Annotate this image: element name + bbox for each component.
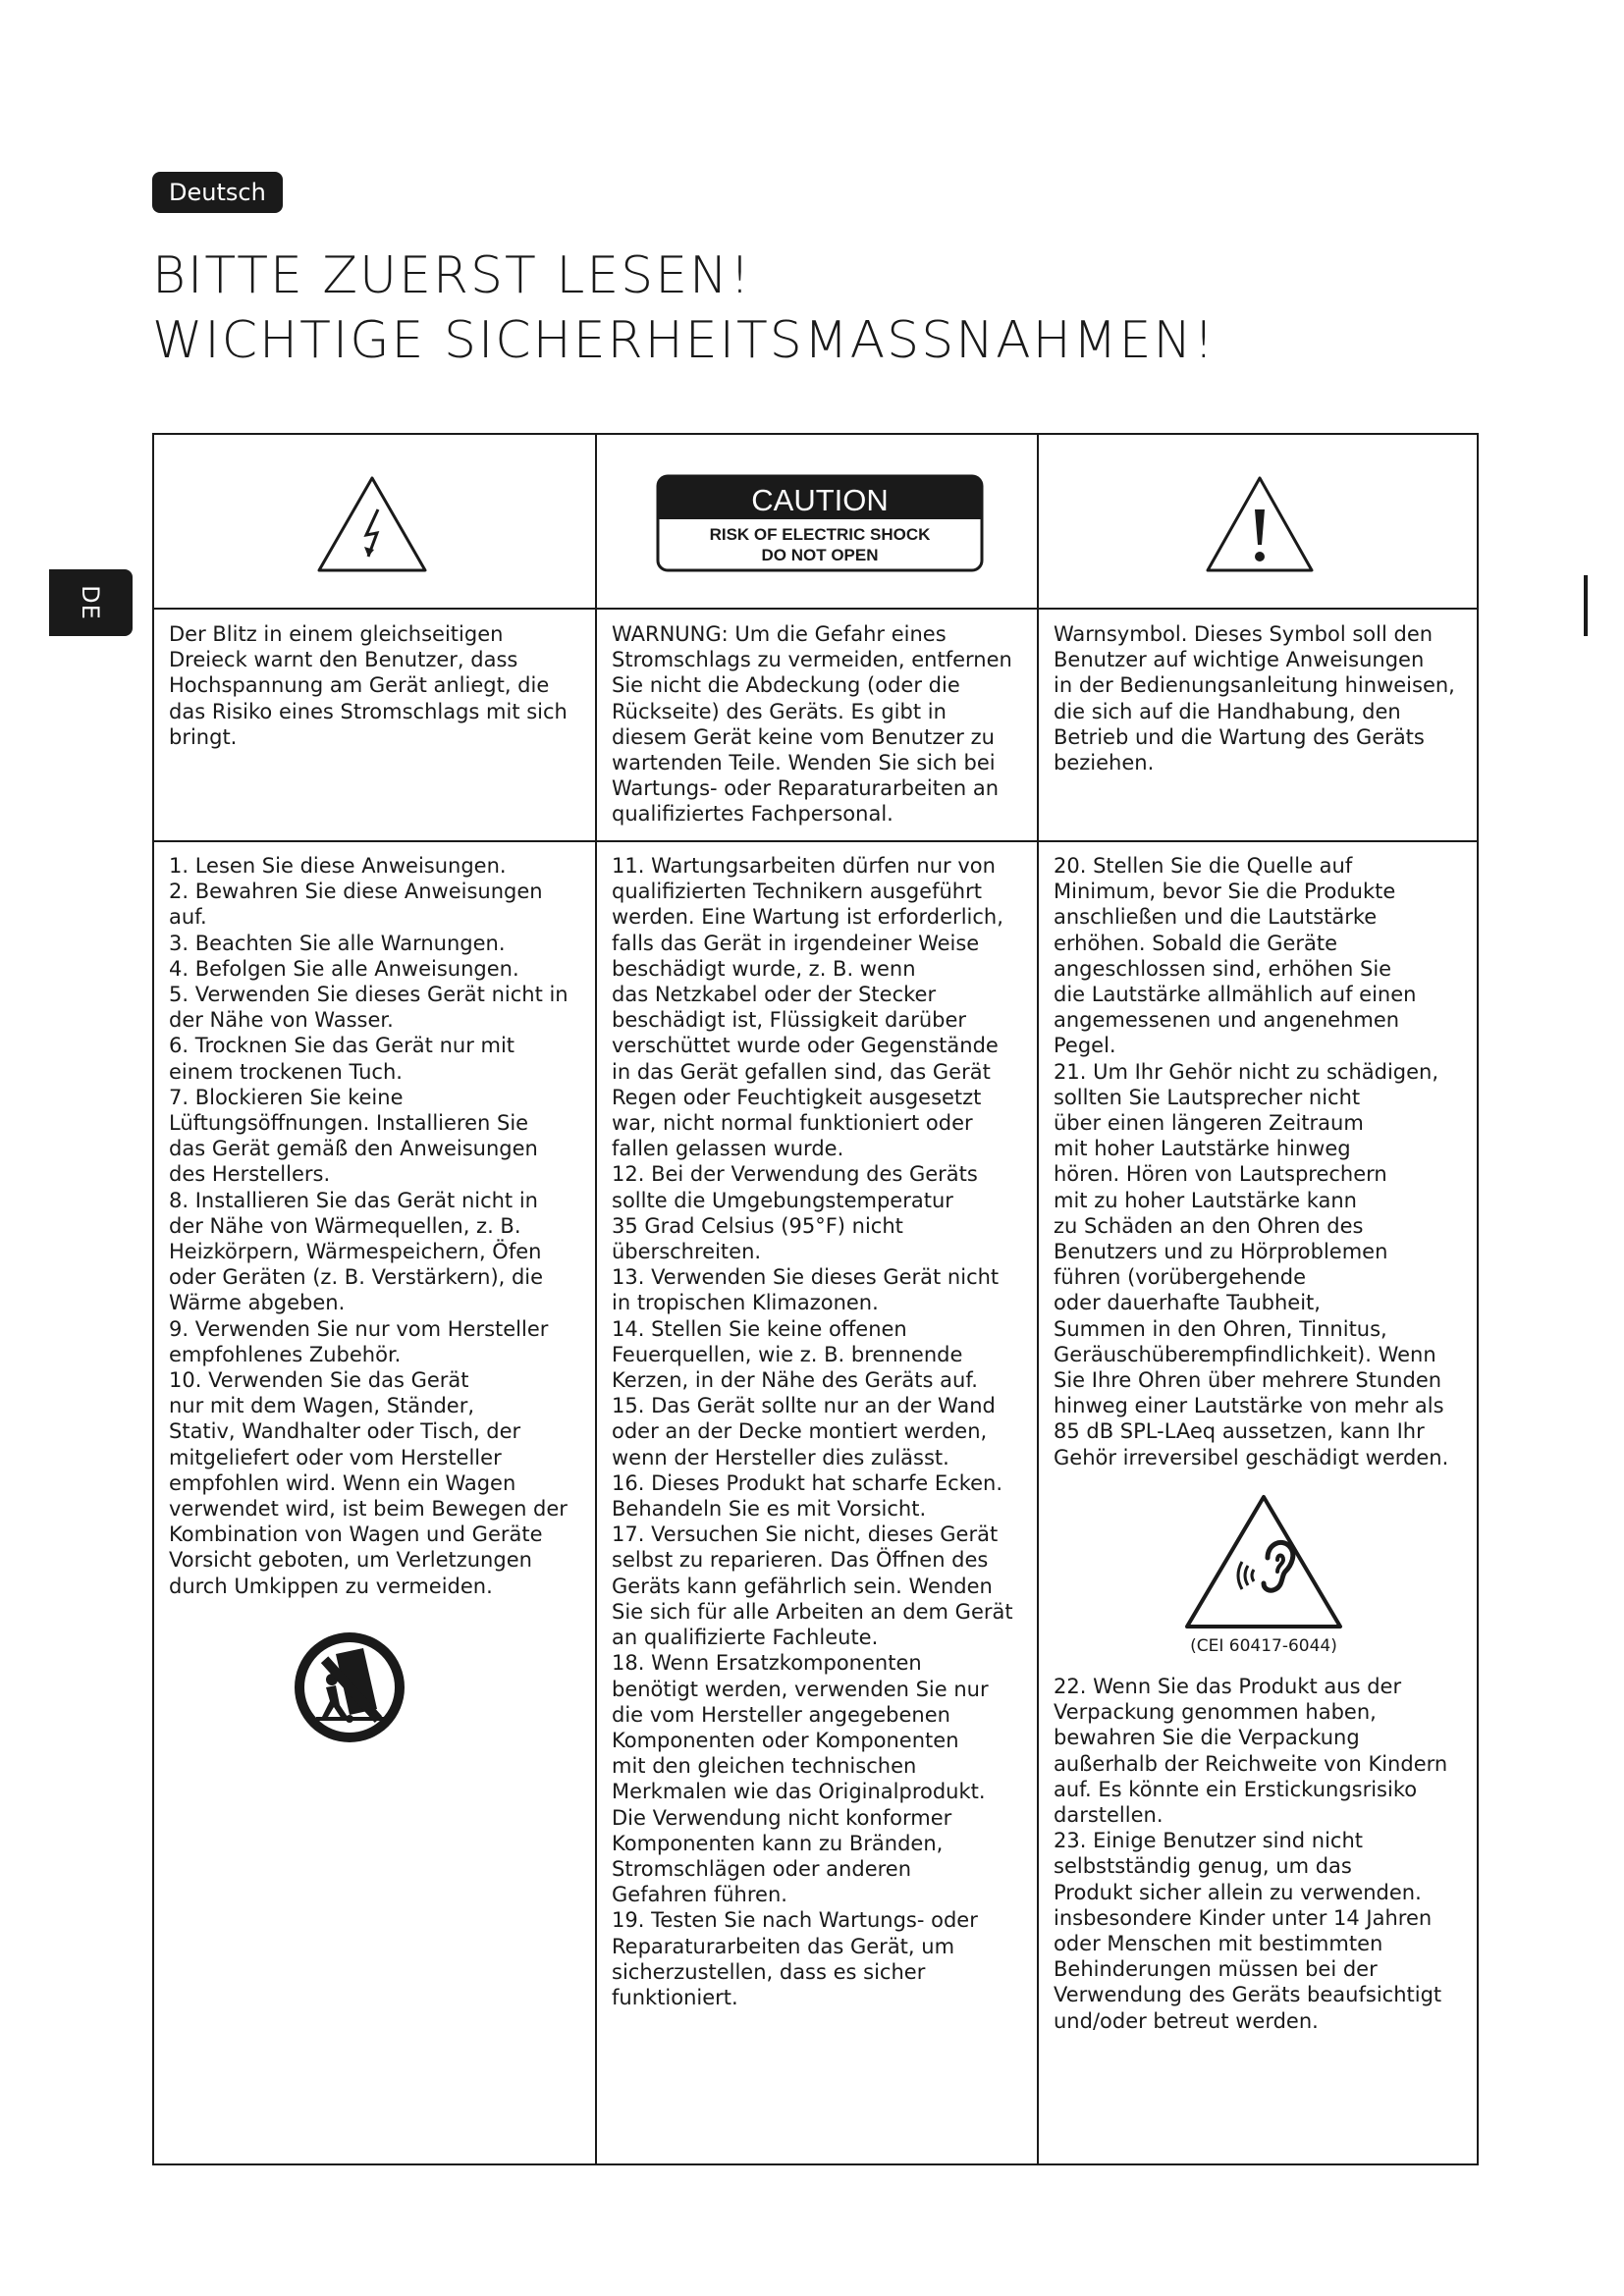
cart-tip-over-icon: [291, 1629, 408, 1746]
title-line-2: WICHTIGE SICHERHEITSMASSNAHMEN!: [152, 311, 1217, 370]
edge-marker: [1584, 575, 1588, 636]
instructions-column-1: 1. Lesen Sie diese Anweisungen. 2. Bewahren Sie diese Anweisungen auf. 3. Beachten Sie alle Warnungen. 4. Befolgen Sie alle Anweisungen. 5. Verwenden Sie dieses Gerät nicht in der Nähe von Wasser. 6. Trocknen Sie das Gerät nur mit einem trockenen Tuch. 7. Blockieren Sie keine Lüftungsöffnungen. Installieren Sie das Gerät gemäß den Anweisungen des Herstellers. 8. Installieren Sie das Gerät nicht in der Nähe von Wärmequellen, z. B. Heizkörpern, Wärmespeichern, Öfen oder Geräten (z. B. Verstärkern), die Wärme abgeben. 9. Verwenden Sie nur vom Hersteller empfohlenes Zubehör. 10. Verwenden Sie das Gerät nur mit dem Wagen, Ständer, Stativ, Wandhalter oder Tisch, der mitgeliefert oder vom Hersteller empfohlen wird. Wenn ein Wagen verwendet wird, ist beim Bewegen der Kombination von Wagen und Geräte Vorsicht geboten, um Verletzungen durch Umkippen zu vermeiden.: [169, 854, 568, 1598]
instructions-column-2: 11. Wartungsarbeiten dürfen nur von qualifizierten Technikern ausgeführt werden. Eine Wartung ist erforderlich, falls das Gerät in irgendeiner Weise beschädigt wurde, z. B. wenn das Netzkabel oder der Stecker beschädigt ist, Flüssigkeit darüber verschüttet wurde oder Gegenstände in das Gerät gefallen sind, das Gerät Regen oder Feuchtigkeit ausgesetzt war, nicht normal funktioniert oder fallen gelassen wurde. 12. Bei der Verwendung des Geräts sollte die Umgebungstemperatur 35 Grad Celsius (95°F) nicht überschreiten. 13. Verwenden Sie dieses Gerät nicht in tropischen Klimazonen. 14. Stellen Sie keine offenen Feuerquellen, wie z. B. brennende Kerzen, in der Nähe des Geräts auf. 15. Das Gerät sollte nur an der Wand oder an der Decke montiert werden, wenn der Hersteller dies zulässt. 16. Dieses Produkt hat scharfe Ecken. Behandeln Sie es mit Vorsicht. 17. Versuchen Sie nicht, dieses Gerät selbst zu reparieren. Das Öffnen des Geräts kann gefährlich sein. Wenden Sie sich für alle Arbeiten an dem Gerät an qualifizierte Fachleute. 18. Wenn Ersatzkomponenten benötigt werden, verwenden Sie nur die vom Hersteller angegebenen Komponenten oder Komponenten mit den gleichen technischen Merkmalen wie das Originalprodukt. Die Verwendung nicht konformer Komponenten kann zu Bränden, Stromschlägen oder anderen Gefahren führen. 19. Testen Sie nach Wartungs- oder Reparaturarbeiten das Gerät, um sicherzustellen, dass es sicher funktioniert.: [612, 854, 1013, 2009]
language-side-tab: [49, 569, 133, 636]
caution-label-icon: [656, 474, 984, 572]
caution-line-2: DO NOT OPEN: [761, 546, 879, 564]
column-divider: [595, 435, 597, 2163]
instructions-column-3-bottom: 22. Wenn Sie das Produkt aus der Verpackung genommen haben, bewahren Sie die Verpackung außerhalb der Reichweite von Kindern auf. Es könnte ein Erstickungsrisiko darstellen. 23. Einige Benutzer sind nicht selbstständig genug, um das Produkt sicher allein zu verwenden. insbesondere Kinder unter 14 Jahren oder Menschen mit bestimmten Behinderungen müssen bei der Verwendung des Geräts beaufsichtigt und/oder betreut werden.: [1054, 1675, 1448, 2033]
title-line-1: BITTE ZUERST LESEN!: [152, 246, 752, 305]
lightning-description: Der Blitz in einem gleichseitigen Dreieck warnt den Benutzer, dass Hochspannung am Gerät anliegt, die das Risiko eines Stromschlags mit sich bringt.: [169, 622, 568, 749]
instructions-column-3-top: 20. Stellen Sie die Quelle auf Minimum, bevor Sie die Produkte anschließen und die Lautstärke erhöhen. Sobald die Geräte angeschlossen sind, erhöhen Sie die Lautstärke allmählich auf einen angemessenen und angenehmen Pegel. 21. Um Ihr Gehör nicht zu schädigen, sollten Sie Lautsprecher nicht über einen längeren Zeitraum mit hoher Lautstärke hinweg hören. Hören von Lautsprechern mit zu hoher Lautstärke kann zu Schäden an den Ohren des Benutzers und zu Hörproblemen führen (vorübergehende oder dauerhafte Taubheit, Summen in den Ohren, Tinnitus, Geräuschüberempfindlichkeit). Wenn Sie Ihre Ohren über mehrere Stunden hinweg einer Lautstärke von mehr als 85 dB SPL-LAeq aussetzen, kann Ihr Gehör irreversibel geschädigt werden.: [1054, 854, 1449, 1469]
row-divider: [154, 608, 1477, 610]
exclamation-triangle-icon: [1204, 474, 1316, 574]
caution-line-1: RISK OF ELECTRIC SHOCK: [709, 525, 931, 544]
lightning-triangle-icon: [315, 474, 429, 574]
column-divider: [1037, 435, 1039, 2163]
language-badge: Deutsch: [152, 172, 283, 213]
page-title: [152, 243, 1216, 373]
warning-description: WARNUNG: Um die Gefahr eines Stromschlags zu vermeiden, entfernen Sie nicht die Abdeckung (oder die Rückseite) des Geräts. Es gibt in diesem Gerät keine vom Benutzer zu wartenden Teile. Wenden Sie sich bei Wartungs- oder Reparaturarbeiten an qualifiziertes Fachpersonal.: [612, 622, 1012, 827]
hearing-symbol-caption: (CEI 60417-6044): [1190, 1636, 1337, 1656]
safety-table: [152, 433, 1479, 2165]
hearing-warning-icon: [1183, 1493, 1344, 1630]
caution-heading: CAUTION: [751, 483, 889, 517]
row-divider: [154, 840, 1477, 842]
exclamation-description: Warnsymbol. Dieses Symbol soll den Benutzer auf wichtige Anweisungen in der Bedienungsanleitung hinweisen, die sich auf die Handhabung, den Betrieb und die Wartung des Geräts beziehen.: [1054, 622, 1455, 775]
side-tab-label: DE: [77, 585, 104, 620]
